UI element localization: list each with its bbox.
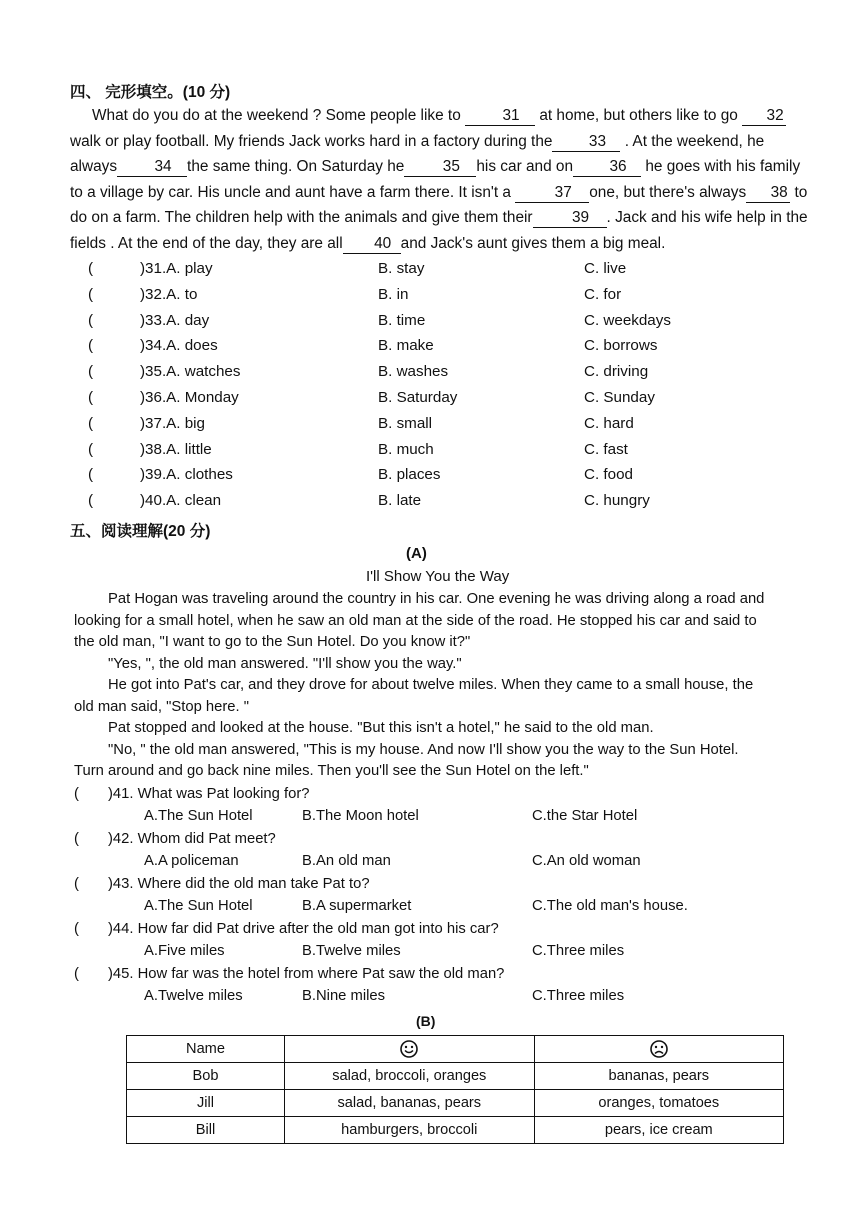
cell-dislike: pears, ice cream (534, 1117, 783, 1144)
food-preference-table (126, 1035, 784, 1144)
option-b: B.An old man (302, 853, 391, 869)
option-c: C. fast (584, 440, 628, 458)
smiley-face-icon (399, 1039, 419, 1059)
answer-paren[interactable]: ( (88, 389, 94, 406)
option-c: C. weekdays (584, 311, 671, 329)
passage-line: the old man, "I want to go to the Sun Hotel. Do you know it?" (74, 634, 471, 650)
passage-text: at home, but others like to go (535, 107, 743, 124)
blank-39: 39 (533, 209, 607, 228)
passage-line: "No, " the old man answered, "This is my house. And now I'll show you the way to the Sun Hotel. (108, 741, 739, 758)
option-b: B.The Moon hotel (302, 808, 419, 824)
question-text: )41. What was Pat looking for? (108, 786, 310, 802)
option-b: B.Twelve miles (302, 943, 401, 959)
answer-paren[interactable]: ( (74, 876, 79, 892)
option-c: C.Three miles (532, 988, 625, 1004)
blank-35: 35 (404, 158, 476, 177)
option-row (88, 337, 788, 361)
table-header-row (127, 1036, 784, 1063)
cell-dislike: oranges, tomatoes (534, 1090, 783, 1117)
passage-text: he goes with his family to a village by car. His uncle and aunt have a farm there. It isn't a (70, 158, 801, 201)
section5-heading: 五、阅读理解(20 分) (70, 523, 211, 540)
part-b-label: (B) (416, 1013, 436, 1029)
option-row (88, 492, 788, 516)
blank-40: 40 (343, 235, 401, 254)
question-text: )43. Where did the old man take Pat to? (108, 876, 370, 892)
cell-name: Bob (127, 1063, 285, 1090)
table-row (127, 1063, 784, 1090)
sad-face-icon (649, 1039, 669, 1059)
option-b: B. places (378, 466, 441, 484)
question-text: )44. How far did Pat drive after the old man got into his car? (108, 921, 499, 937)
option-b: B. washes (378, 363, 449, 381)
option-a: )40.A. clean (140, 492, 222, 510)
question-text: )45. How far was the hotel from where Pat saw the old man? (108, 966, 505, 982)
passage-text: his car and on (476, 158, 574, 176)
section4-heading: 四、 完形填空。(10 分) (70, 84, 231, 101)
cell-name: Bill (127, 1117, 285, 1144)
option-a: )36.A. Monday (140, 389, 239, 406)
option-b: B. much (378, 440, 434, 458)
passage-text: one, but there's always (589, 183, 747, 201)
option-b: B. late (378, 492, 422, 510)
option-c: C. for (584, 285, 622, 303)
option-row (88, 260, 788, 284)
option-a: )39.A. clothes (140, 466, 233, 484)
blank-34: 34 (117, 158, 187, 177)
cell-like: salad, bananas, pears (285, 1090, 535, 1117)
option-a: )33.A. day (140, 311, 210, 329)
option-a: A.Twelve miles (144, 988, 243, 1004)
header-name: Name (127, 1036, 285, 1063)
option-a: A.Five miles (144, 943, 225, 959)
answer-paren[interactable]: ( (74, 921, 79, 937)
table-row (127, 1117, 784, 1144)
option-row (88, 441, 788, 465)
answer-paren[interactable]: ( (88, 337, 94, 355)
passage-text: . Jack and his wife help in the fields . At the end of the day, they are all (70, 209, 808, 252)
option-b: B.Nine miles (302, 988, 386, 1004)
cell-dislike: bananas, pears (534, 1063, 783, 1090)
header-like (285, 1036, 535, 1063)
option-a: )34.A. does (140, 337, 218, 355)
passage-line: looking for a small hotel, when he saw an old man at the side of the road. He stopped his car and said to (74, 612, 757, 629)
option-b: B. small (378, 414, 433, 432)
option-c: C.Three miles (532, 943, 625, 959)
option-c: C.An old woman (532, 853, 641, 869)
header-dislike (534, 1036, 783, 1063)
option-row (88, 415, 788, 439)
option-b: B. in (378, 285, 409, 303)
option-b: B. Saturday (378, 389, 458, 406)
option-row (88, 466, 788, 490)
option-row (88, 286, 788, 310)
blank-36: 36 (573, 158, 641, 177)
option-a: )31.A. play (140, 260, 213, 277)
passage-line: He got into Pat's car, and they drove for about twelve miles. When they came to a small house, the (108, 677, 754, 693)
option-c: C.The old man's house. (532, 898, 688, 914)
option-row (88, 312, 788, 336)
answer-paren[interactable]: ( (74, 831, 79, 847)
answer-paren[interactable]: ( (74, 966, 79, 982)
passage-text: What do you do at the weekend ? Some people like to (92, 107, 466, 124)
blank-37: 37 (515, 184, 589, 203)
option-b: B.A supermarket (302, 898, 412, 914)
option-c: C. borrows (584, 337, 658, 355)
option-b: B. make (378, 337, 434, 355)
part-a-label: (A) (406, 545, 427, 562)
table-row (127, 1090, 784, 1117)
option-c: C.the Star Hotel (532, 808, 638, 824)
cell-like: hamburgers, broccoli (285, 1117, 535, 1144)
passage-line: "Yes, ", the old man answered. "I'll show you the way." (108, 655, 462, 672)
passage-text: to do on a farm. The children help with the animals and give them their (70, 183, 808, 227)
option-c: C. driving (584, 363, 649, 381)
blank-33: 33 (552, 133, 620, 152)
passage-text: walk or play football. My friends Jack works hard in a factory during the (70, 132, 553, 150)
option-c: C. Sunday (584, 389, 655, 406)
option-b: B. time (378, 311, 426, 329)
passage-text: and Jack's aunt gives them a big meal. (400, 234, 666, 252)
cloze-passage (70, 103, 810, 257)
option-c: C. live (584, 260, 627, 277)
option-a: )35.A. watches (140, 363, 241, 381)
passage-line: old man said, "Stop here. " (74, 698, 250, 715)
passage-line: Turn around and go back nine miles. Then you'll see the Sun Hotel on the left." (74, 763, 589, 779)
answer-paren[interactable]: ( (88, 260, 94, 277)
option-a: )37.A. big (140, 414, 206, 432)
option-c: C. food (584, 466, 633, 484)
passage-title: I'll Show You the Way (366, 568, 510, 585)
passage-line: Pat stopped and looked at the house. "But this isn't a hotel," he said to the old man. (108, 720, 654, 736)
option-b: B. stay (378, 260, 425, 277)
answer-paren[interactable]: ( (88, 414, 94, 432)
cell-like: salad, broccoli, oranges (285, 1063, 535, 1090)
option-a: )38.A. little (140, 440, 212, 458)
answer-paren[interactable]: ( (88, 285, 94, 303)
blank-38: 38 (746, 184, 790, 203)
blank-31: 31 (465, 107, 535, 126)
option-a: A.A policeman (144, 853, 239, 869)
passage-text: . At the weekend, he always (70, 132, 765, 176)
question-text: )42. Whom did Pat meet? (108, 831, 276, 847)
answer-paren[interactable]: ( (88, 492, 94, 510)
passage-text: the same thing. On Saturday he (187, 158, 405, 176)
blank-32: 32 (742, 107, 786, 126)
answer-paren[interactable]: ( (88, 311, 94, 329)
option-a: A.The Sun Hotel (144, 898, 253, 914)
answer-paren[interactable]: ( (88, 363, 94, 381)
answer-paren[interactable]: ( (74, 786, 79, 802)
option-row (88, 389, 788, 413)
option-c: C. hard (584, 414, 634, 432)
answer-paren[interactable]: ( (88, 466, 94, 484)
option-row (88, 363, 788, 387)
option-a: A.The Sun Hotel (144, 808, 253, 824)
option-a: )32.A. to (140, 285, 198, 303)
option-c: C. hungry (584, 492, 650, 510)
answer-paren[interactable]: ( (88, 440, 94, 458)
cell-name: Jill (127, 1090, 285, 1117)
passage-line: Pat Hogan was traveling around the country in his car. One evening he was driving along a road and (108, 591, 765, 607)
